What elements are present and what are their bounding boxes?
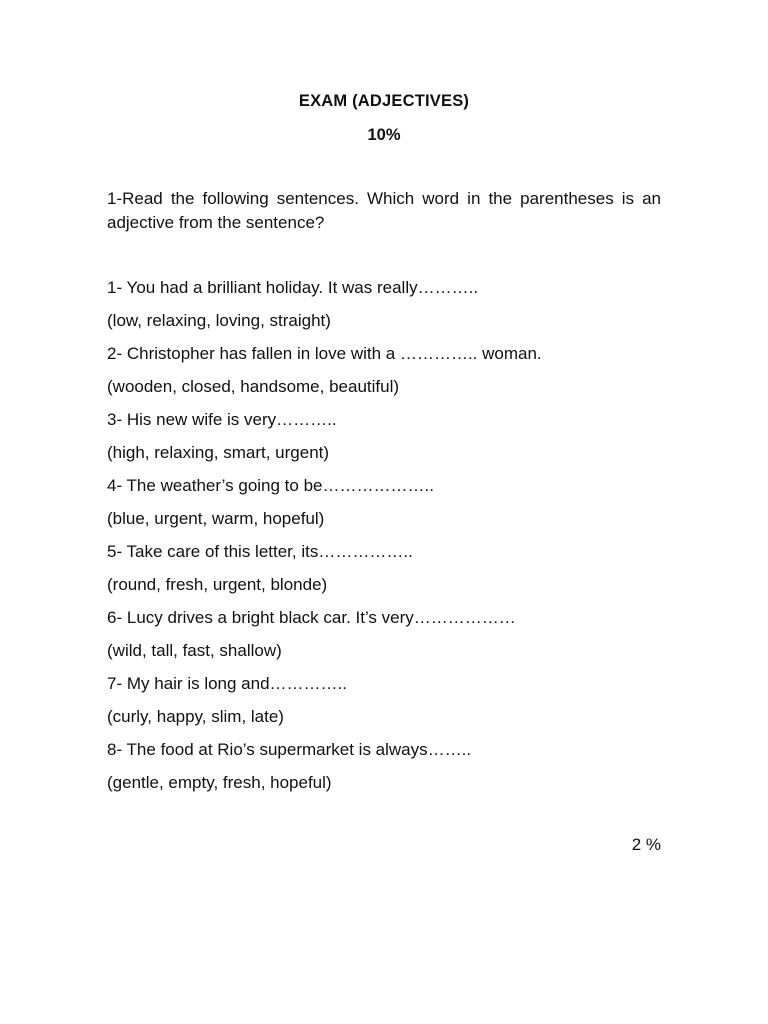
- question-text: The food at Rio’s supermarket is always……..: [126, 740, 472, 759]
- question-item: [107, 606, 667, 672]
- question-item: [107, 276, 667, 342]
- question-number: 7-: [107, 674, 123, 693]
- exam-title: EXAM (ADJECTIVES): [298, 92, 470, 110]
- question-sentence: [107, 672, 667, 705]
- question-text: His new wife is very………..: [126, 410, 337, 429]
- question-text: Christopher has fallen in love with a ………….. woman.: [126, 344, 542, 363]
- exam-weight: 10%: [367, 126, 401, 144]
- question-sentence: [107, 408, 667, 441]
- question-item: [107, 408, 667, 474]
- question-options: (low, relaxing, loving, straight): [107, 311, 331, 330]
- question-item: [107, 738, 667, 804]
- question-number: 5-: [107, 542, 123, 561]
- question-sentence: [107, 540, 667, 573]
- question-text: The weather’s going to be………………..: [126, 476, 434, 495]
- question-options: (high, relaxing, smart, urgent): [107, 443, 330, 462]
- question-sentence: [107, 738, 667, 771]
- question-item: [107, 672, 667, 738]
- question-sentence: [107, 276, 667, 309]
- question-list: [107, 276, 667, 804]
- question-number: 8-: [107, 740, 123, 759]
- question-text: Take care of this letter, its……………..: [126, 542, 413, 561]
- question-item: [107, 474, 667, 540]
- question-options: (gentle, empty, fresh, hopeful): [107, 773, 332, 792]
- instructions-number: 1-: [107, 189, 123, 208]
- instructions: [107, 187, 661, 235]
- question-options: (round, fresh, urgent, blonde): [107, 575, 328, 594]
- question-sentence: [107, 474, 667, 507]
- question-options: (blue, urgent, warm, hopeful): [107, 509, 325, 528]
- footer-score: 2 %: [631, 835, 661, 854]
- instructions-text: Read the following sentences. Which word in the parentheses is an adjective from the sentence?: [107, 189, 661, 232]
- question-number: 3-: [107, 410, 123, 429]
- question-text: Lucy drives a bright black car. It’s very………………: [126, 608, 516, 627]
- question-options: (wild, tall, fast, shallow): [107, 641, 282, 660]
- question-sentence: [107, 342, 667, 375]
- question-number: 6-: [107, 608, 123, 627]
- question-text: You had a brilliant holiday. It was really………..: [126, 278, 479, 297]
- question-item: [107, 342, 667, 408]
- question-number: 1-: [107, 278, 123, 297]
- question-sentence: [107, 606, 667, 639]
- question-number: 4-: [107, 476, 123, 495]
- question-text: My hair is long and…………..: [126, 674, 347, 693]
- question-options: (wooden, closed, handsome, beautiful): [107, 377, 400, 396]
- question-options: (curly, happy, slim, late): [107, 707, 284, 726]
- question-number: 2-: [107, 344, 123, 363]
- question-item: [107, 540, 667, 606]
